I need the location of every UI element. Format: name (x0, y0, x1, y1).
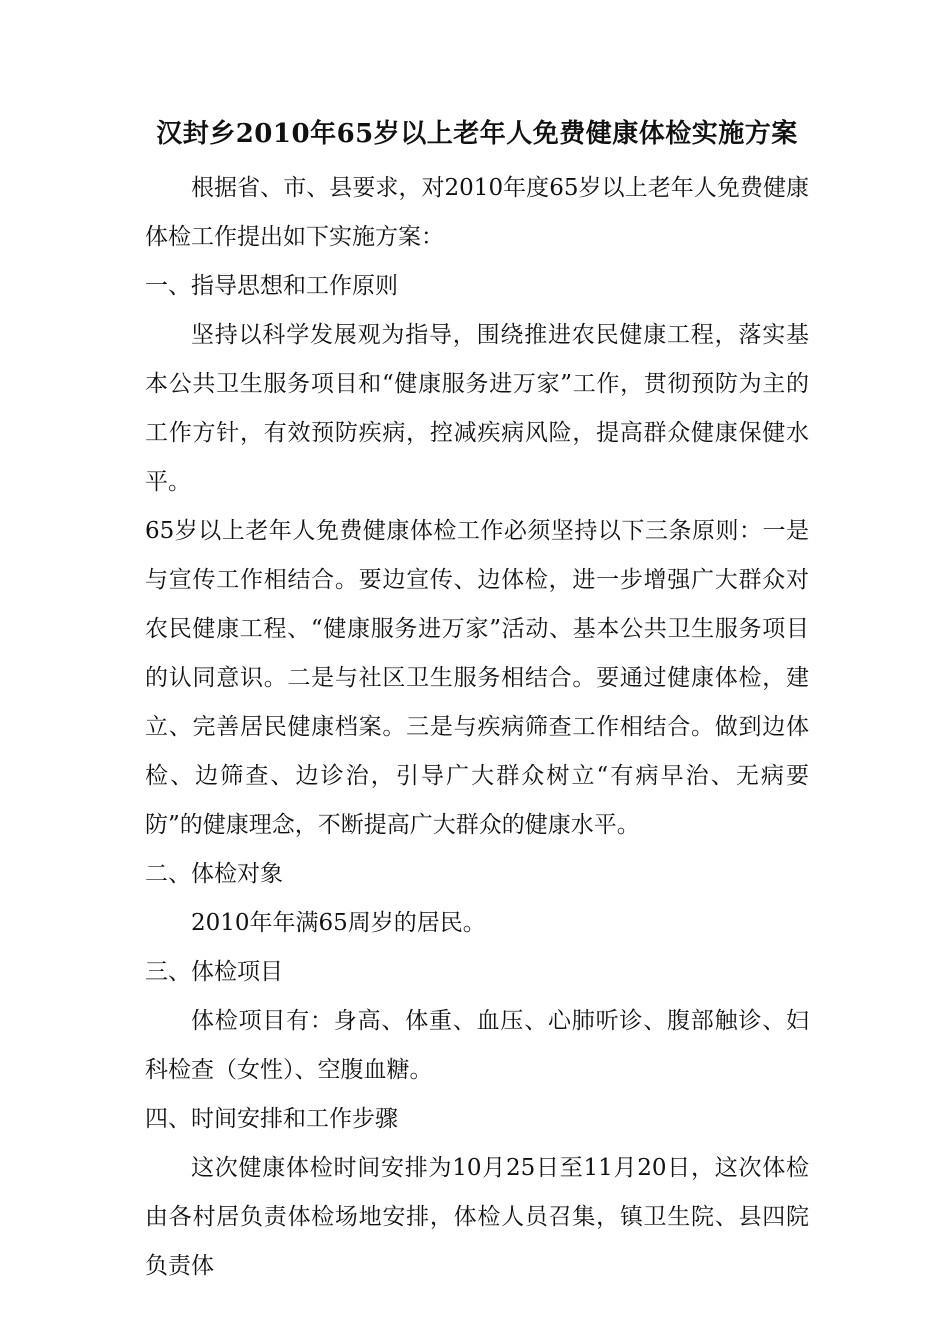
section-2-paragraph-1: 2010年年满65周岁的居民。 (191, 910, 486, 936)
section-4-paragraph-1: 这次健康体检时间安排为10月25日至11月20日，这次体检由各村居负责体检场地安排，体检人员召集，镇卫生院、县四院负责体 (145, 1155, 809, 1279)
section-3-paragraph-1: 体检项目有：身高、体重、血压、心肺听诊、腹部触诊、妇科检查（女性）、空腹血糖。 (145, 1008, 809, 1083)
document-title: 汉封乡2010年65岁以上老年人免费健康体检实施方案 (156, 119, 798, 149)
section-1-heading: 一、指导思想和工作原则 (145, 273, 398, 299)
section-2-heading: 二、体检对象 (145, 861, 283, 887)
intro-paragraph: 根据省、市、县要求，对2010年度65岁以上老年人免费健康体检工作提出如下实施方案： (145, 175, 809, 250)
section-1-paragraph-1: 坚持以科学发展观为指导，围绕推进农民健康工程，落实基本公共卫生服务项目和“健康服务进万家”工作，贯彻预防为主的工作方针，有效预防疾病，控减疾病风险，提高群众健康保健水平。 (145, 322, 809, 495)
document-body (145, 112, 809, 1291)
section-4-heading: 四、时间安排和工作步骤 (145, 1106, 398, 1132)
section-3-heading: 三、体检项目 (145, 959, 283, 985)
section-1-paragraph-2: 65岁以上老年人免费健康体检工作必须坚持以下三条原则：一是与宣传工作相结合。要边宣传、边体检，进一步增强广大群众对农民健康工程、“健康服务进万家”活动、基本公共卫生服务项目的认同意识。二是与社区卫生服务相结合。要通过健康体检，建立、完善居民健康档案。三是与疾病筛查工作相结合。做到边体检、边筛查、边诊治，引导广大群众树立“有病早治、无病要防”的健康理念，不断提高广大群众的健康水平。 (145, 518, 809, 838)
